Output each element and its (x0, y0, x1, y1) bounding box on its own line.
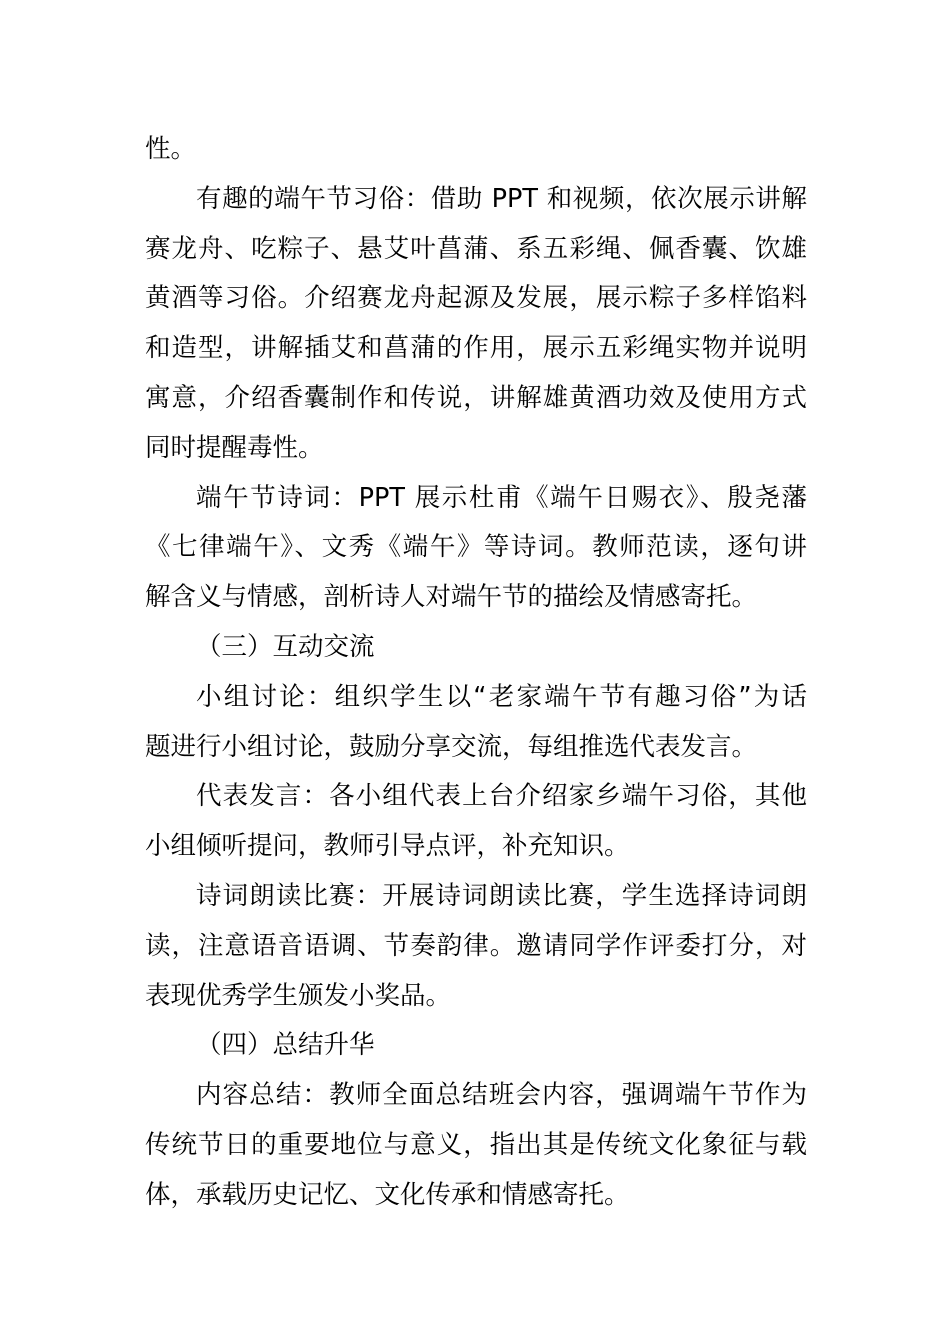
text-line: 有趣的端午节习俗：借助 PPT 和视频，依次展示讲解 (196, 183, 807, 214)
text-line: 小组讨论：组织学生以“老家端午节有趣习俗”为话 (196, 681, 807, 712)
text-line: 体，承载历史记忆、文化传承和情感寄托。 (145, 1179, 630, 1210)
text-line: 内容总结：教师全面总结班会内容，强调端午节作为 (196, 1080, 807, 1111)
section-heading: （四）总结升华 (196, 1030, 375, 1061)
text-line: 读，注意语音语调、节奏韵律。邀请同学作评委打分，对 (145, 930, 807, 961)
text-line: 传统节日的重要地位与意义，指出其是传统文化象征与载 (145, 1129, 807, 1160)
text-line: 性。 (145, 134, 197, 164)
text-line: 诗词朗读比赛：开展诗词朗读比赛，学生选择诗词朗 (196, 880, 807, 911)
text-line: 代表发言：各小组代表上台介绍家乡端午习俗，其他 (196, 781, 807, 812)
section-heading: （三）互动交流 (196, 631, 375, 662)
text-line: 端午节诗词：PPT 展示杜甫《端午日赐衣》、殷尧藩 (196, 482, 807, 513)
text-line: 和造型，讲解插艾和菖蒲的作用，展示五彩绳实物并说明 (145, 333, 807, 364)
text-line: 《七律端午》、文秀《端午》等诗词。教师范读，逐句讲 (145, 532, 807, 563)
text-line: 寓意，介绍香囊制作和传说，讲解雄黄酒功效及使用方式 (145, 382, 807, 413)
text-line: 黄酒等习俗。介绍赛龙舟起源及发展，展示粽子多样馅料 (145, 283, 807, 314)
text-line: 同时提醒毒性。 (145, 432, 324, 463)
text-line: 解含义与情感，剖析诗人对端午节的描绘及情感寄托。 (145, 582, 758, 613)
text-line: 赛龙舟、吃粽子、悬艾叶菖蒲、系五彩绳、佩香囊、饮雄 (145, 233, 807, 264)
text-line: 题进行小组讨论，鼓励分享交流，每组推选代表发言。 (145, 731, 758, 762)
document-body (145, 125, 807, 1221)
text-line: 小组倾听提问，教师引导点评，补充知识。 (145, 831, 630, 862)
text-line: 表现优秀学生颁发小奖品。 (145, 980, 452, 1011)
